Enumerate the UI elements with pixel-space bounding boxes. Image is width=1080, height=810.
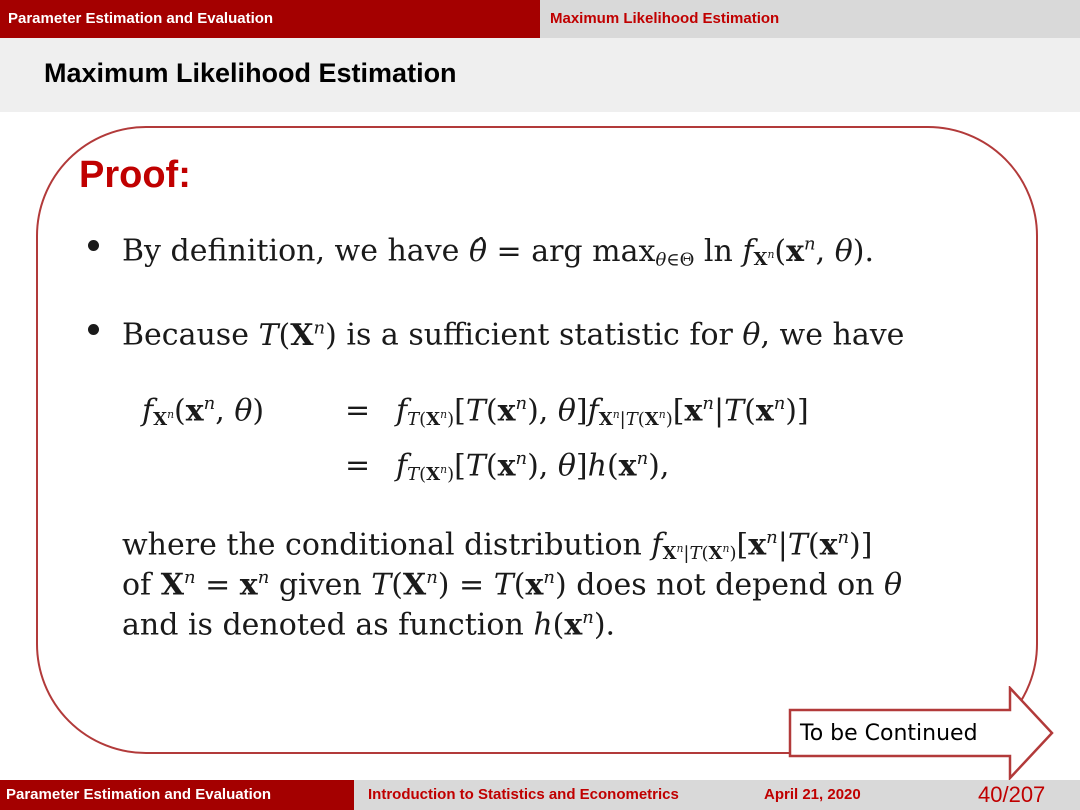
proof-box bbox=[36, 126, 1038, 754]
equation-rhs-1: $f_{T(X^n)}[T(x^n)$, $\theta]f_{X^n|T(X^n)}[x^n|T(x^n)]$ bbox=[396, 393, 809, 431]
footer-course-title[interactable]: Introduction to Statistics and Econometrics bbox=[354, 780, 714, 810]
bullet2-text-c: , we have bbox=[760, 317, 905, 353]
frame-title-bar bbox=[0, 38, 1080, 112]
para2-text-b: given bbox=[269, 567, 372, 603]
para2-text-c: does not depend on bbox=[566, 567, 885, 603]
continue-label[interactable]: To be Continued bbox=[800, 721, 978, 746]
footer-section[interactable]: Parameter Estimation and Evaluation bbox=[0, 780, 354, 810]
formula-theta: θ bbox=[742, 317, 761, 353]
nav-subsection-current[interactable]: Maximum Likelihood Estimation bbox=[540, 0, 1080, 38]
bullet-dot-icon bbox=[88, 240, 99, 251]
para2-text-a: of bbox=[122, 567, 161, 603]
footer-page-number: 40/207 bbox=[904, 780, 1080, 810]
paragraph-line-2: of $X^n = x^n$ given $T(X^n) = T(x^n)$ does not depend on θ bbox=[122, 567, 903, 603]
footer-bar bbox=[0, 780, 1080, 810]
equation-equals-1: = bbox=[345, 393, 371, 428]
paragraph-line-1: where the conditional distribution $f_{X^n|T(X^n)}[x^n|T(x^n)]$ bbox=[122, 527, 873, 565]
bullet2-text-a: Because bbox=[122, 317, 259, 353]
para1-text: where the conditional distribution bbox=[122, 527, 652, 563]
page-title: Maximum Likelihood Estimation bbox=[44, 58, 457, 88]
equation-rhs-2: $f_{T(X^n)}[T(x^n)$, $\theta]h(x^n)$, bbox=[396, 448, 670, 486]
para3-text: and is denoted as function bbox=[122, 607, 534, 643]
bullet1-text: By definition, we have bbox=[122, 233, 469, 269]
bullet2-text-b: is a sufficient statistic for bbox=[336, 317, 743, 353]
bullet-dot-icon bbox=[88, 324, 99, 335]
formula-T: $T(X^n)$ bbox=[258, 317, 337, 353]
paragraph-line-3: and is denoted as function $h(x^n)$. bbox=[122, 607, 616, 643]
footer-date: April 21, 2020 bbox=[714, 780, 904, 810]
nav-section-current[interactable]: Parameter Estimation and Evaluation bbox=[0, 0, 540, 38]
equation-lhs: $f_{X^n}(x^n$, θ) bbox=[142, 393, 265, 431]
equation-equals-2: = bbox=[345, 448, 371, 483]
formula-argmax: θ̂ = arg $\max_{\theta\in\Theta} \ln f_{X^n}(x^n$, θ). bbox=[468, 233, 875, 271]
proof-heading: Proof: bbox=[79, 154, 191, 196]
top-navigation-bar bbox=[0, 0, 1080, 38]
